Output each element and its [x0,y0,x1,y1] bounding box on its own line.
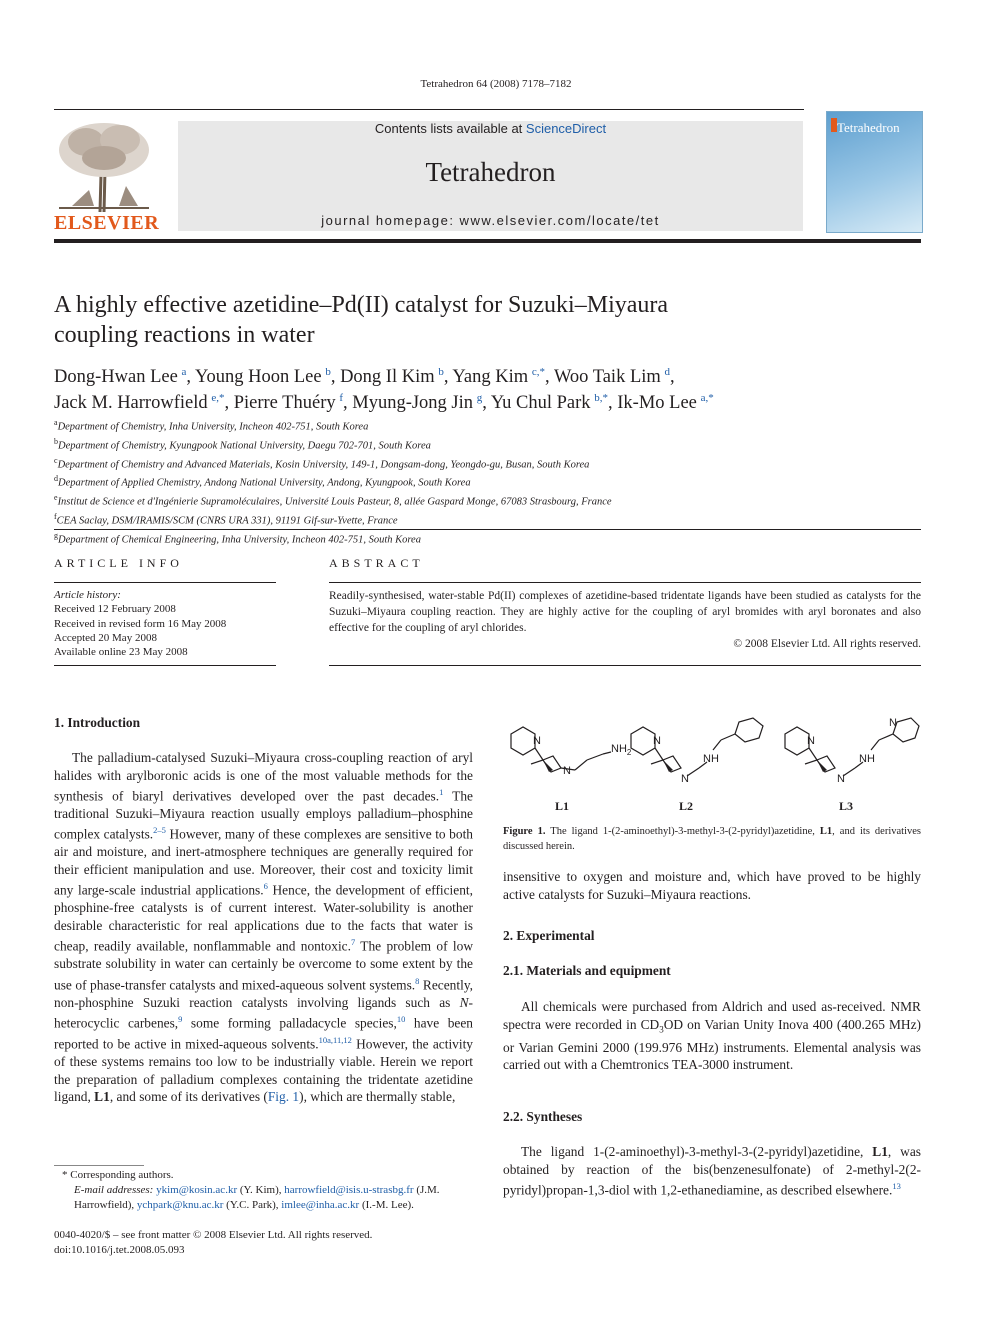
authors-line-1: Dong-Hwan Lee $^a$, Young Hoon Lee $^b$, Dong Il Kim $^b$, Yang Kim $^{c,*}$, Woo Taik Lim $^d$, [54,366,675,388]
ref-link[interactable]: 2–5 [153,825,166,836]
author-affil-sup[interactable]: f [339,392,343,405]
l1-nh-text: NH [611,743,627,755]
ligand-label-l3: L3 [839,799,854,813]
author-name: Jack M. Harrowfield [54,393,208,414]
figure-link[interactable]: Fig. 1 [267,1089,300,1105]
materials-subscript: 3 [659,1024,664,1035]
intro-text: have been reported to be active in mixed-aqueous solvents. [54,1015,473,1052]
ligand-label: L1 [872,1144,888,1159]
l3-atom-n3: N [889,717,897,729]
materials-text: OD on Varian Unity Inova 400 (400.265 MHz) or Varian Gemini 2000 (199.976 MHz) instruments. Elemental analysis was carried out with a Chemtronics TEA-3000 instrument. [503,1016,921,1073]
abstract-body [329,588,921,652]
intro-text: Hence, the development of efficient, phosphine-free catalysts is of current interest. Water-solubility is another desirable characteristic for real applications due to the facts that water is cheap, readily available, nonflammable and nontoxic. [54,882,473,954]
affiliation-item [54,416,874,435]
history-received: Received 12 February 2008 [54,603,176,616]
l1-nh2-label [611,743,632,757]
elsevier-wordmark: ELSEVIER [54,212,160,234]
affiliation-sup: d [54,474,58,484]
affiliation-item [54,529,874,548]
email-link[interactable]: harrowfield@isis.u-strasbg.fr [284,1184,414,1196]
author-affil-sup[interactable]: a,* [700,392,714,405]
authors-line-2: Jack M. Harrowfield $^{e,*}$, Pierre Thuéry $^f$, Myung-Jong Jin $^g$, Yu Chul Park $^{b,*}$, Ik-Mo Lee $^{a,*}$ [54,392,714,414]
l1-pyridine-ring [511,727,535,755]
affiliation-text: CEA Saclay, DSM/IRAMIS/SCM (CNRS URA 331), 91191 Gif-sur-Yvette, France [56,515,398,527]
abstract-heading: ABSTRACT [329,556,424,570]
author-name: Ik-Mo Lee [617,393,697,414]
affiliation-text: Department of Chemistry, Kyungpook National University, Daegu 702-701, South Korea [58,440,431,452]
l1-atom-n: N [533,735,541,747]
caption-ligand: L1 [819,826,833,837]
intro-text: , and some of its derivatives ( [109,1089,268,1105]
affiliation-item [54,472,874,491]
intro-text: -heterocyclic carbenes, [54,994,473,1031]
affiliation-text: Department of Chemistry, Inha University, Incheon 402-751, South Korea [57,421,369,433]
l2-nh-label: NH [703,753,719,765]
l2-phenyl-ring [735,718,763,742]
intro-text: some forming palladacycle species, [182,1015,397,1031]
masthead-thick-rule [54,239,921,243]
l3-pyridine-ring [785,727,809,755]
ref-link[interactable]: 7 [350,937,356,948]
l3-wedge [817,760,827,772]
abstract-text: Readily-synthesised, water-stable Pd(II) complexes of azetidine-based tridentate ligands have been studied as catalysts for the Suzuki–Miyaura coupling reaction. They are highly active for the coupling of aryl bromides with aryl boronates and also effective for the coupling of aryl chlorides. [329,590,921,634]
intro-text: The problem of low substrate solubility in water can certainly be overcome to some extent by the use of phase-transfer catalysts and mixed-aqueous solvent systems. [54,938,473,993]
ref-link[interactable]: 13 [892,1181,901,1191]
author-affil-sup[interactable]: b,* [594,392,608,405]
title-line-2: coupling reactions in water [54,322,315,348]
intro-continuation [503,868,921,903]
affiliation-sup: g [54,530,58,540]
ref-link[interactable]: 8 [415,975,420,986]
syntheses-text: The ligand 1-(2-aminoethyl)-3-methyl-3-(2-pyridyl)azetidine, [521,1144,873,1159]
intro-continued-text: insensitive to oxygen and moisture and, which have proved to be highly active catalysts for Suzuki–Miyaura reactions. [503,869,921,902]
issn-line: 0040-4020/$ – see front matter © 2008 Elsevier Ltd. All rights reserved. [54,1229,373,1241]
affiliation-sup: c [54,455,58,465]
journal-cover-thumbnail [826,111,923,233]
caption-text: The ligand 1-(2-aminoethyl)-3-methyl-3-(2-pyridyl)azetidine, [545,826,820,837]
contents-prefix: Contents lists available at [374,121,526,136]
experimental-heading: 2. Experimental [503,928,595,943]
cover-logo-mark [831,118,837,132]
ref-link[interactable]: 9 [178,1014,183,1025]
footnote-rule [54,1165,144,1166]
author-affil-sup[interactable]: d [664,366,670,378]
email-label: E-mail addresses: [74,1184,157,1196]
author-affil-sup[interactable]: c,* [531,366,546,378]
doi-line[interactable]: doi:10.1016/j.tet.2008.05.093 [54,1244,185,1256]
email-note [54,1183,473,1213]
intro-heading: 1. Introduction [54,715,141,730]
journal-title: Tetrahedron [425,157,556,187]
author-affil-sup[interactable]: b [438,366,444,378]
history-revised: Received in revised form 16 May 2008 [54,617,227,630]
contents-line [178,121,803,136]
syntheses-paragraph [503,1143,921,1199]
affiliation-sup: b [54,436,58,446]
email-link[interactable]: imlee@inha.ac.kr [281,1199,360,1211]
intro-paragraph [54,749,473,1106]
history-label: Article history: [54,589,121,601]
email-owner: (J.M. Harrowfield), [74,1184,440,1211]
ref-link[interactable]: 10 [396,1014,406,1025]
intro-text: The traditional Suzuki–Miyaura reaction usually employs palladium–phosphine complex catalysts. [54,788,473,842]
journal-homepage[interactable]: journal homepage: www.elsevier.com/locate/tet [321,213,660,228]
affiliation-item [54,510,874,529]
author-affil-sup[interactable]: b [325,366,331,378]
l2-pyridine-ring [631,727,655,755]
l1-wedge [543,760,553,772]
l2-atom-n: N [653,735,661,747]
intro-text: ), which are thermally stable, [299,1089,456,1105]
article-info-rule [54,582,276,583]
intro-italic: N [459,994,469,1010]
affiliation-list [54,416,874,548]
abstract-copyright: © 2008 Elsevier Ltd. All rights reserved. [733,638,921,650]
ref-link[interactable]: 6 [263,881,268,892]
footnotes [54,1168,473,1213]
affiliation-sup: f [54,511,57,521]
history-accepted: Accepted 20 May 2008 [54,631,157,644]
author-affil-sup[interactable]: a [181,366,187,378]
figure-1-structures [503,712,921,820]
sciencedirect-link[interactable]: ScienceDirect [525,121,607,136]
article-info-heading: ARTICLE INFO [54,556,183,570]
intro-text: However, the activity of these systems remains too low to be industrially viable. Herein we report the preparation of palladium complexes containing the tridentate azetidine ligand, [54,1036,473,1105]
affiliation-text: Department of Chemical Engineering, Inha University, Incheon 402-751, South Korea [58,534,421,546]
affiliation-item [54,435,874,454]
email-link[interactable]: ychpark@knu.ac.kr [136,1199,224,1211]
article-history [54,588,276,659]
abstract-bottom-rule [329,665,921,666]
email-owner: (I.-M. Lee). [359,1199,414,1211]
running-head: Tetrahedron 64 (2008) 7178–7182 [420,78,572,90]
email-link[interactable]: ykim@kosin.ac.kr [156,1184,238,1196]
intro-text: However, many of these complexes are sensitive to both air and moisture, and inert-atmosphere techniques are generally required for their efficient manipulation and use. Moreover, their cost and toxicity limit any large-scale industrial applications. [54,826,473,898]
author-affil-sup[interactable]: g [476,392,483,405]
intro-text: The palladium-catalysed Suzuki–Miyaura cross-coupling reaction of aryl halides with arylboronic acids is one of the most valuable methods for the synthesis of biaryl derivatives developed over the past decades. [54,750,473,804]
caption-text: , and its derivatives discussed herein. [503,826,921,852]
author-name: Young Hoon Lee [195,367,322,388]
l2-wedge [663,760,673,772]
author-list [54,362,874,414]
figure-1-caption [503,825,921,854]
ligand-label: L1 [94,1089,110,1105]
author-name: Dong Il Kim [340,367,435,388]
front-matter-rule [54,529,921,530]
materials-text: All chemicals were purchased from Aldrich and used as-received. NMR spectra were recorded in CD [503,999,921,1032]
figure-1 [503,712,921,820]
history-online: Available online 23 May 2008 [54,646,188,659]
affiliation-text: Institut de Science et d'Ingénierie Supramoléculaires, Université Louis Pasteur, 8, allée Gaspard Monge, 67083 Strasbourg, France [57,496,612,508]
author-name: Myung-Jong Jin [352,393,474,414]
l3-atom-n2: N [837,773,845,785]
author-affil-sup[interactable]: e,* [211,392,225,405]
l3-atom-n: N [807,735,815,747]
email-owner: (Y. Kim), [237,1184,285,1196]
cover-title: Tetrahedron [837,120,900,135]
author-name: Dong-Hwan Lee [54,367,178,388]
front-matter-note [54,1228,484,1258]
ligand-label-l1: L1 [555,799,570,813]
abstract-rule [329,582,921,583]
elsevier-tree-logo [54,120,154,212]
author-name: Yang Kim [452,367,529,388]
author-name: Yu Chul Park [490,393,591,414]
ref-link[interactable]: 10a,11,12 [318,1035,352,1046]
syntheses-heading: 2.2. Syntheses [503,1109,583,1124]
author-name: Pierre Thuéry [233,393,336,414]
header-rule [54,109,804,110]
caption-label: Figure 1. [503,826,546,837]
syntheses-text: , was obtained by reaction of the bis(benzenesulfonate) of 2-methyl-2(2-pyridyl)propan-1,3-diol with 1,2-ethanediamine, as described elsewhere. [503,1144,921,1198]
intro-text: Recently, non-phosphine Suzuki reaction catalysts involving ligands such as [54,977,473,1010]
author-name: Woo Taik Lim [553,367,661,388]
corresponding-note: * Corresponding authors. [62,1169,174,1181]
article-info-bottom-rule [54,665,276,666]
affiliation-text: Department of Chemistry and Advanced Materials, Kosin University, 149-1, Dongsam-dong, Yeongdo-gu, Busan, South Korea [57,459,590,471]
materials-paragraph [503,998,921,1074]
affiliation-item [54,491,874,510]
l2-atom-n2: N [681,773,689,785]
article-title [54,290,754,350]
l1-nh2-subscript: 2 [626,748,632,757]
ligand-label-l2: L2 [679,799,694,813]
ref-link[interactable]: 1 [439,787,444,797]
affiliation-text: Department of Applied Chemistry, Andong National University, Andong, Kyungpook, South Korea [58,477,471,489]
materials-heading: 2.1. Materials and equipment [503,963,671,978]
affiliation-sup: e [54,493,58,503]
affiliation-item [54,454,874,473]
title-line-1: A highly effective azetidine–Pd(II) catalyst for Suzuki–Miyaura [54,292,669,318]
email-owner: (Y.C. Park), [223,1199,282,1211]
affiliation-sup: a [54,418,58,427]
l3-nh-label: NH [859,753,875,765]
l1-atom-n2: N [563,765,571,777]
